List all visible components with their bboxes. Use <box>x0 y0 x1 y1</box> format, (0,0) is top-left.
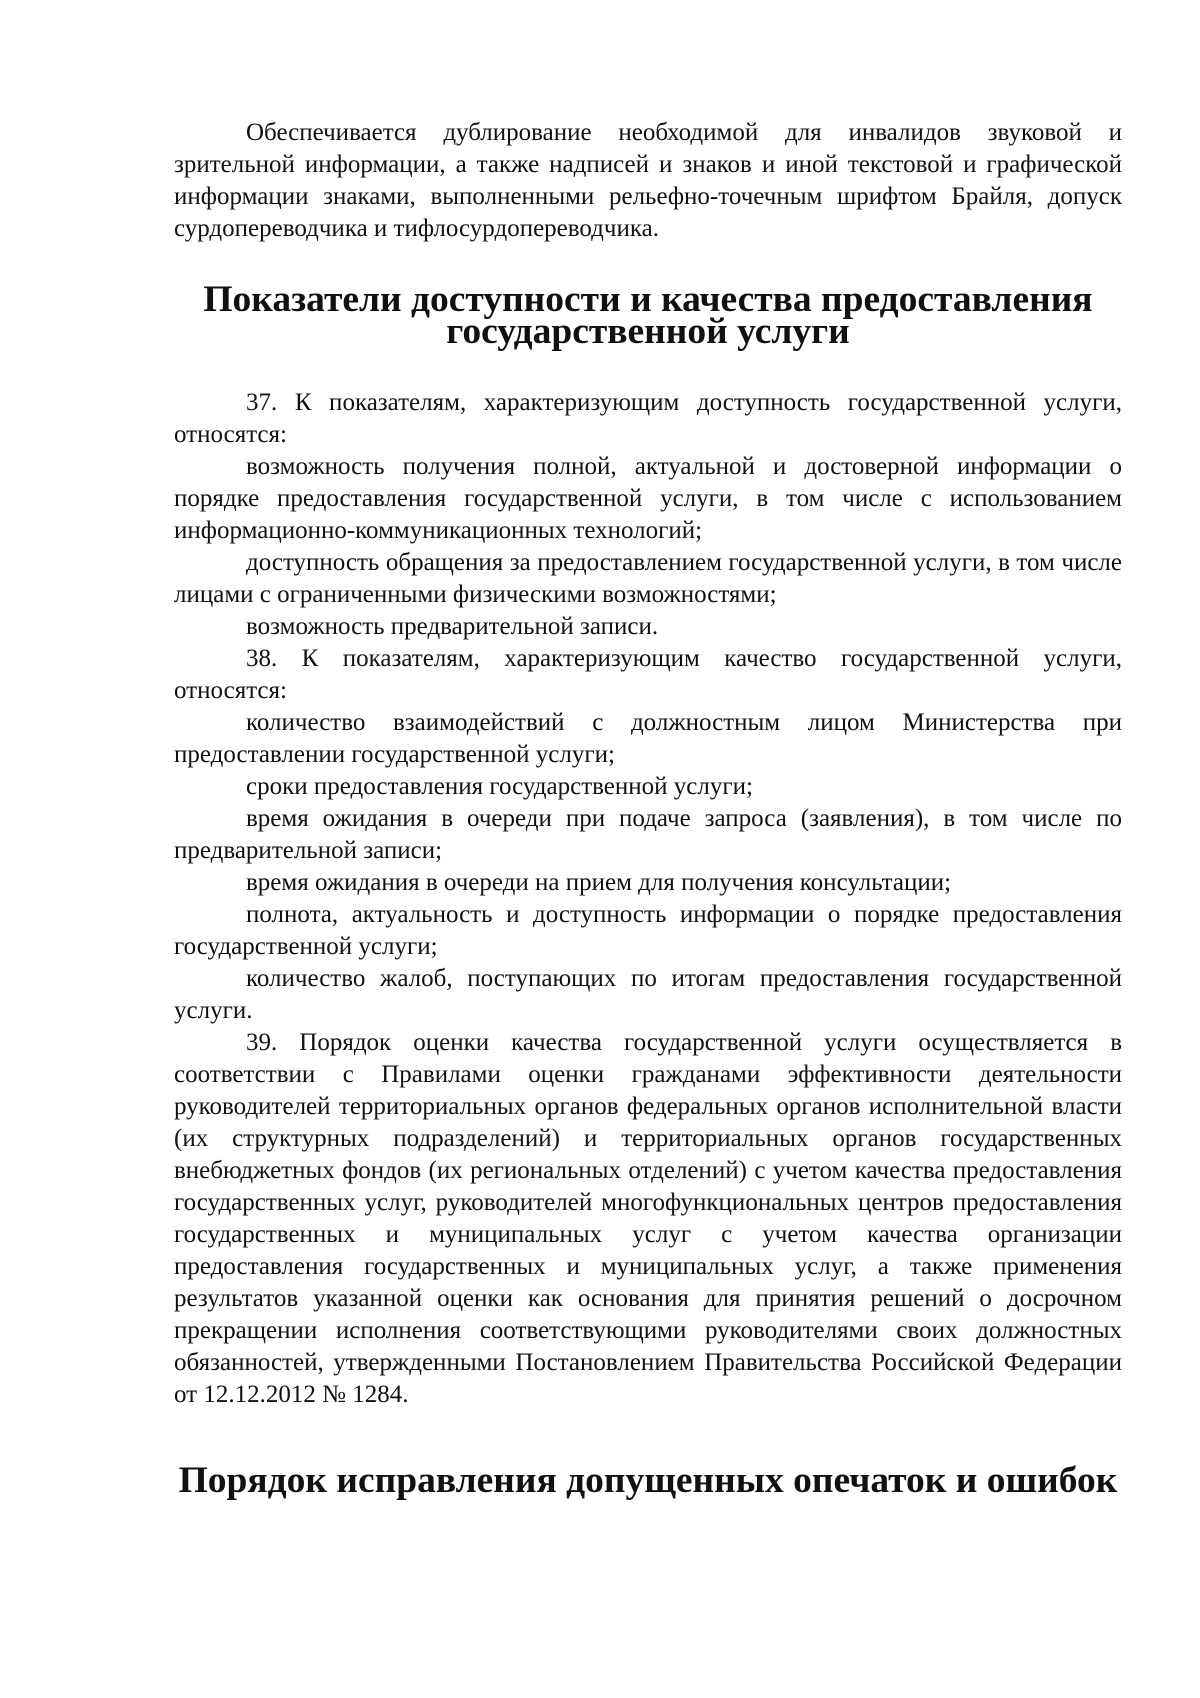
list-item-info-availability: возможность получения полной, актуальной и достоверной информации о порядке предоставления государственной услуги, в том числе с использованием информационно-коммуникационных технологий; <box>174 453 1122 544</box>
heading-line-1: Показатели доступности и качества предоставления <box>203 279 1093 320</box>
section-heading-error-correction: Порядок исправления допущенных опечаток и ошибок <box>178 1460 1118 1501</box>
intro-paragraph: Обеспечивается дублирование необходимой для инвалидов звуковой и зрительной информации, а также надписей и знаков и иной текстовой и графической информации знаками, выполненными рельефно-точечным шрифтом Брайля, допуск сурдопереводчика и тифлосурдопереводчика. <box>174 119 1122 242</box>
heading-line-2: государственной услуги <box>446 311 850 352</box>
list-item-interactions-count: количество взаимодействий с должностным лицом Министерства при предоставлении государственной услуги; <box>174 709 1122 768</box>
list-item-service-terms: сроки предоставления государственной услуги; <box>246 773 753 800</box>
list-item-queue-time-request: время ожидания в очереди при подаче запроса (заявления), в том числе по предварительной записи; <box>174 805 1122 864</box>
section-heading-accessibility-indicators <box>174 279 1122 352</box>
list-item-queue-time-consultation: время ожидания в очереди на прием для получения консультации; <box>246 869 952 896</box>
document-body <box>174 117 1122 1501</box>
list-item-access-availability: доступность обращения за предоставлением государственной услуги, в том числе лицами с ограниченными физическими возможностями; <box>174 549 1122 608</box>
list-item-info-completeness: полнота, актуальность и доступность информации о порядке предоставления государственной услуги; <box>174 901 1122 960</box>
paragraph-38: 38. К показателям, характеризующим качество государственной услуги, относятся: <box>174 645 1122 704</box>
section-paragraphs <box>174 387 1122 1411</box>
list-item-pre-registration: возможность предварительной записи. <box>246 613 659 640</box>
paragraph-39: 39. Порядок оценки качества государственной услуги осуществляется в соответствии с Правилами оценки гражданами эффективности деятельности руководителей территориальных органов федеральных органов исполнительной власти (их структурных подразделений) и территориальных органов государственных внебюджетных фондов (их региональных отделений) с учетом качества предоставления государственных услуг, руководителей многофункциональных центров предоставления государственных и муниципальных услуг с учетом качества организации предоставления государственных и муниципальных услуг, а также применения результатов указанной оценки как основания для принятия решений о досрочном прекращении исполнения соответствующими руководителями своих должностных обязанностей, утвержденными Постановлением Правительства Российской Федерации от 12.12.2012 № 1284. <box>174 1029 1122 1408</box>
paragraph-37: 37. К показателям, характеризующим доступность государственной услуги, относятся: <box>174 389 1122 448</box>
list-item-complaints-count: количество жалоб, поступающих по итогам предоставления государственной услуги. <box>174 965 1122 1024</box>
